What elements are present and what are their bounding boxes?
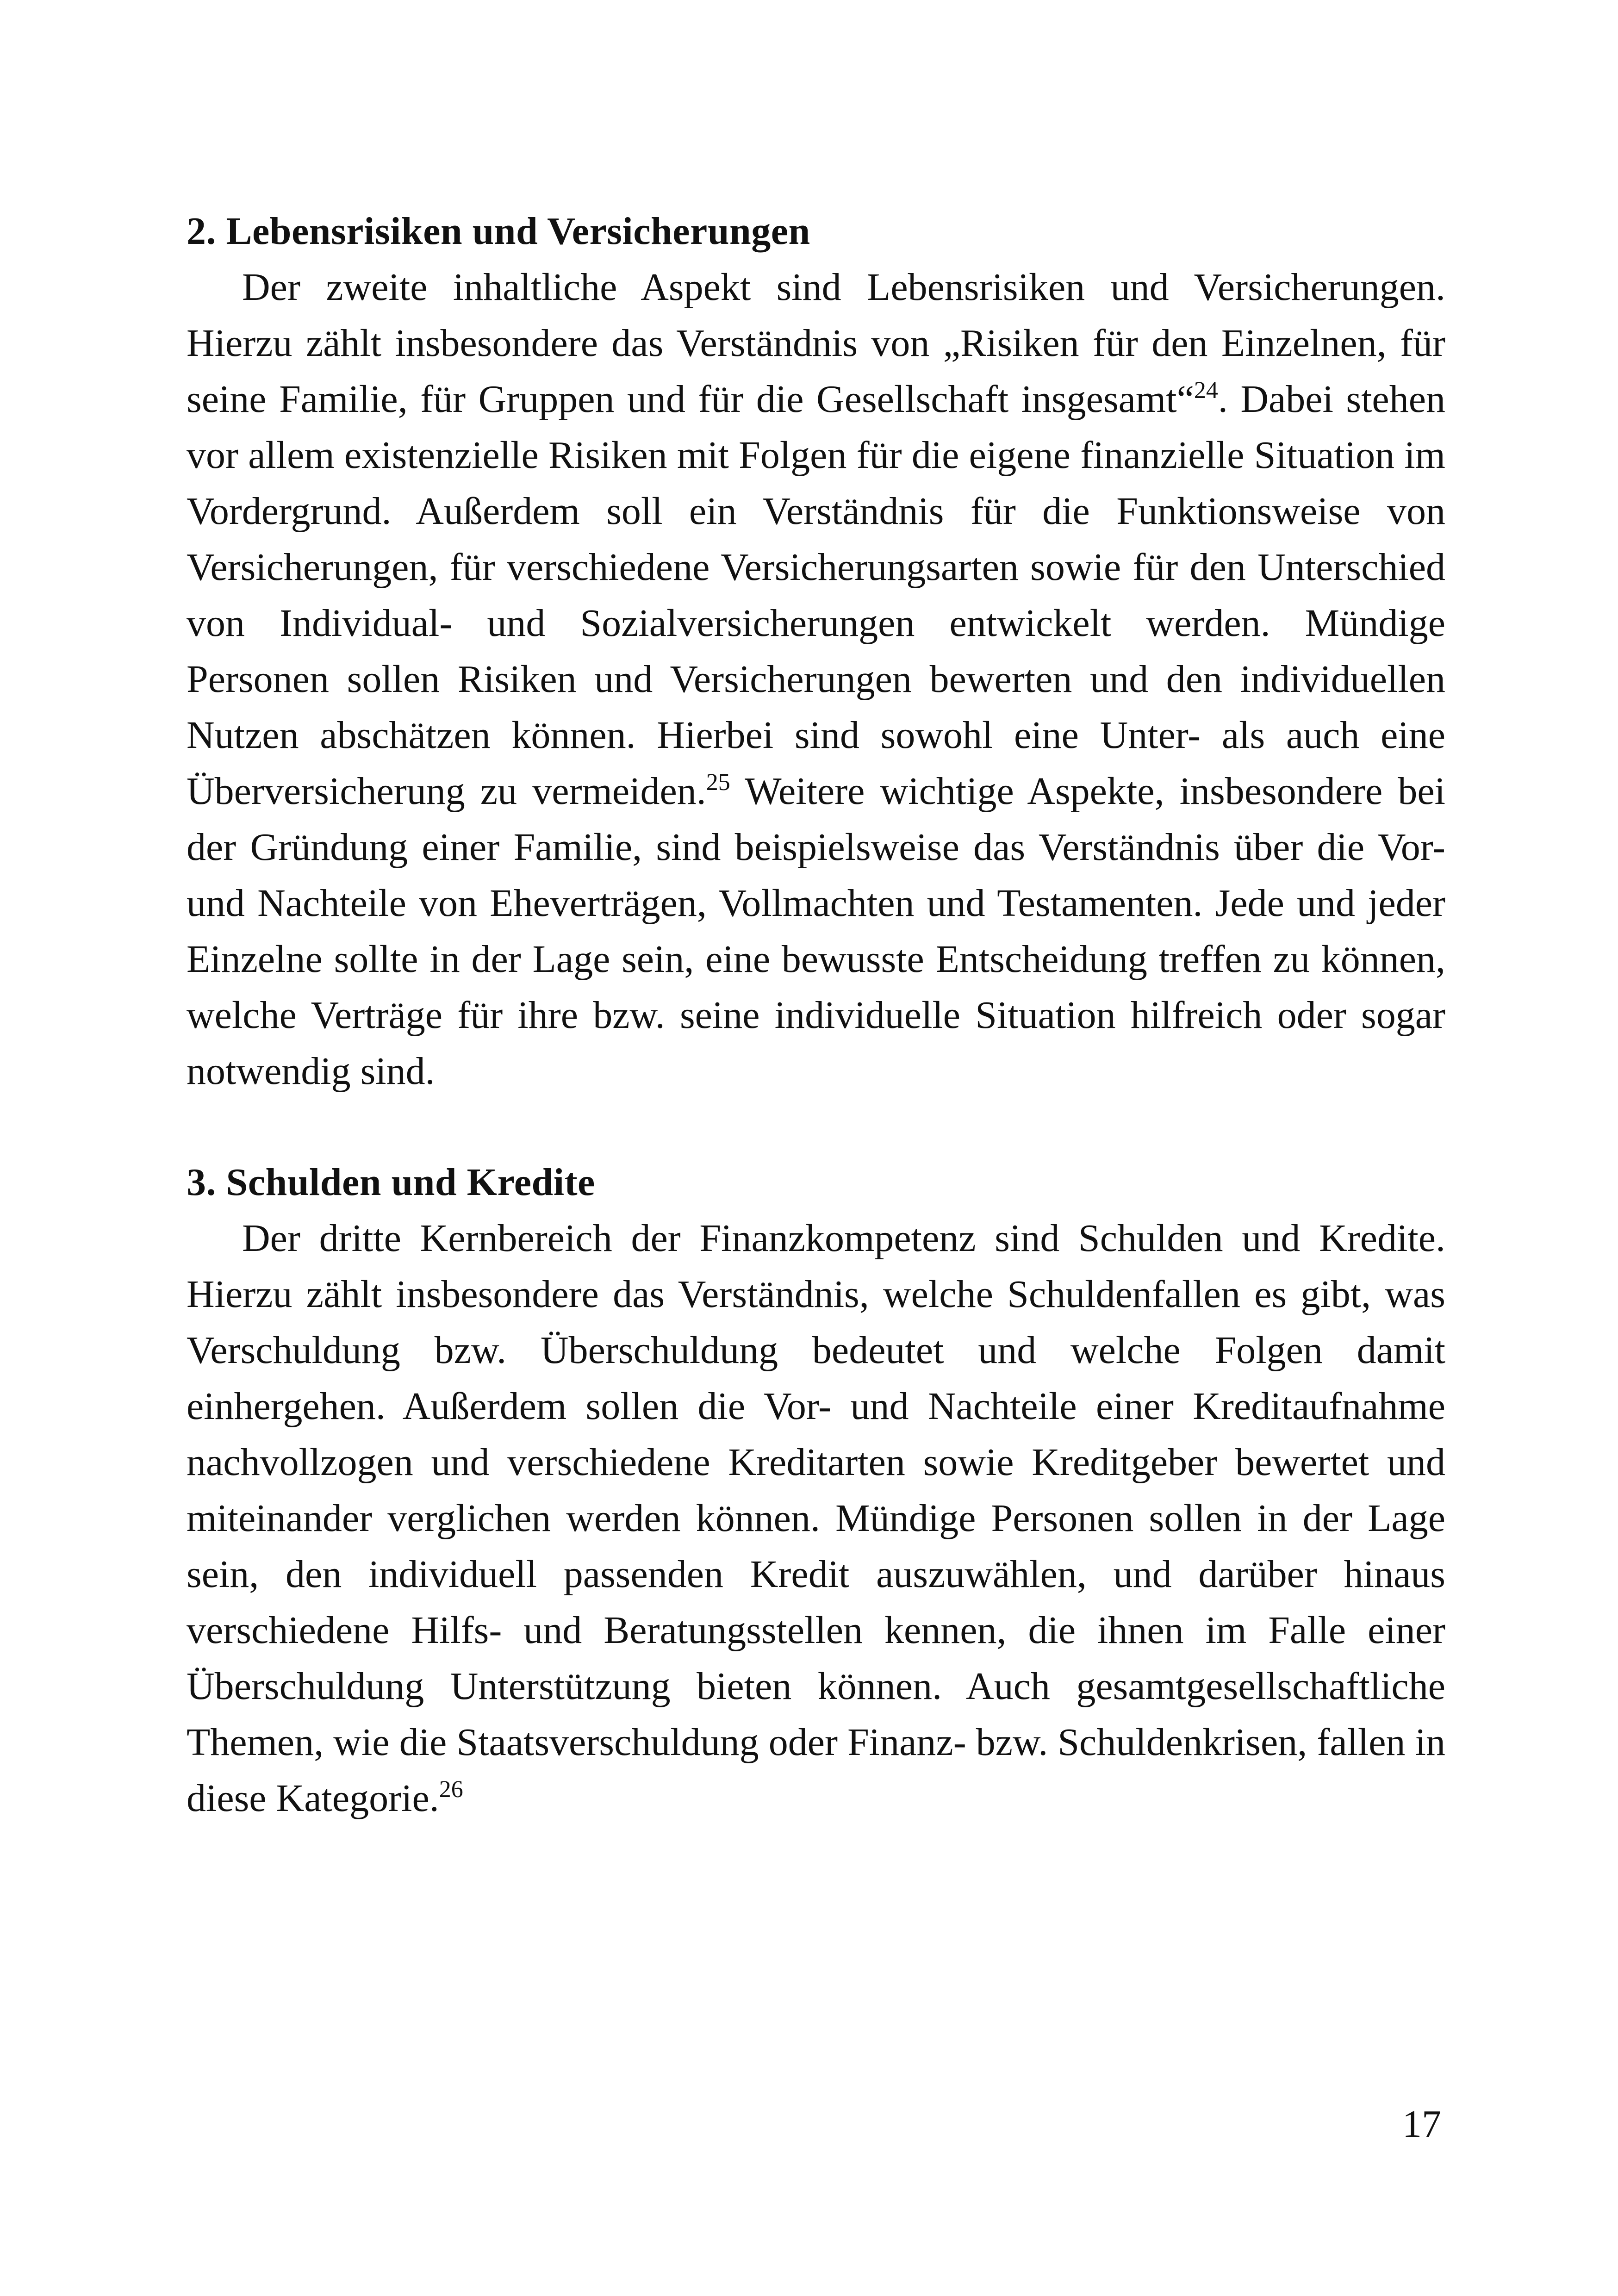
footnote-marker[interactable]: 25 bbox=[706, 769, 730, 796]
footnote-marker[interactable]: 26 bbox=[439, 1776, 463, 1803]
section-paragraph bbox=[187, 259, 1445, 1099]
section-heading: 3. Schulden und Kredite bbox=[187, 1161, 595, 1204]
section-life-risks-and-insurance bbox=[187, 204, 1445, 1099]
footnote-marker[interactable]: 24 bbox=[1194, 377, 1218, 404]
paragraph-text: Weitere wichtige Aspekte, insbesondere bei der Gründung einer Familie, sind beispielsweise das Verständnis über die Vor- und Nachteile von Eheverträgen, Vollmachten und Testamenten. Jede und jeder Einzelne sollte in der Lage sein, eine bewusste Entscheidung treffen zu können, welche Verträge für ihre bzw. seine individuelle Situation hilfreich oder sogar notwendig sind. bbox=[187, 770, 1445, 1093]
page-body bbox=[187, 204, 1445, 1826]
paragraph-text: Der dritte Kernbereich der Finanzkompetenz sind Schulden und Kredite. Hierzu zählt insbesondere das Verständnis, welche Schuldenfallen es gibt, was Verschuldung bzw. Überschuldung bedeutet und welche Folgen damit einhergehen. Außerdem sollen die Vor- und Nachteile einer Kreditaufnahme nachvollzogen und verschiedene Kreditarten sowie Kreditgeber bewertet und miteinander verglichen werden können. Mündige Personen sollen in der Lage sein, den individuell passenden Kredit auszuwählen, und darüber hinaus verschiedene Hilfs- und Beratungsstellen kennen, die ihnen im Falle einer Überschuldung Unterstützung bieten können. Auch gesamtgesellschaftliche Themen, wie die Staatsverschuldung oder Finanz- bzw. Schuldenkrisen, fallen in diese Kategorie. bbox=[187, 1217, 1445, 1820]
section-paragraph bbox=[187, 1210, 1445, 1826]
section-heading: 2. Lebensrisiken und Versicherungen bbox=[187, 210, 810, 253]
paragraph-text: . Dabei stehen vor allem existenzielle Risiken mit Folgen für die eigene finanzielle Situation im Vordergrund. Außerdem soll ein Verständnis für die Funktionsweise von Versicherungen, für verschiedene Versicherungsarten sowie für den Unterschied von Individual- und Sozialversicherungen entwickelt werden. Mündige Personen sollen Risiken und Versicherungen bewerten und den individuellen Nutzen abschätzen können. Hierbei sind sowohl eine Unter- als auch eine Überversicherung zu vermeiden. bbox=[187, 378, 1445, 813]
page-number: 17 bbox=[1402, 2103, 1441, 2146]
section-debts-and-credits bbox=[187, 1155, 1445, 1826]
paragraph-text: Der zweite inhaltliche Aspekt sind Lebensrisiken und Versicherungen. Hierzu zählt insbesondere das Verständnis von „Risiken für den Einzelnen, für seine Familie, für Gruppen und für die Gesellschaft insgesamt“ bbox=[187, 266, 1445, 421]
